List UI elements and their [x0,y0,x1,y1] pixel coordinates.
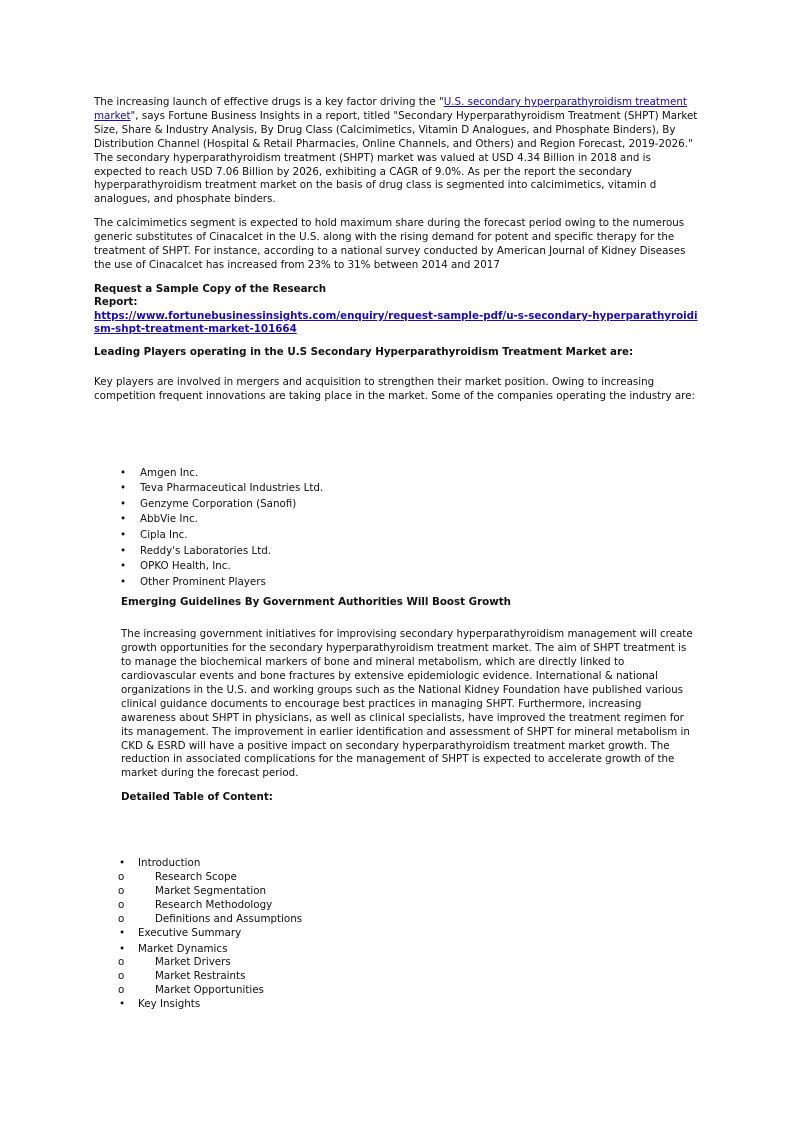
player-list-item [120,512,699,528]
guidelines-body: The increasing government initiatives for improvising secondary hyperparathyroidism management will create growth opportunities for the secondary hyperparathyroidism treatment market. The aim of SHPT treatment is to manage the biochemical markers of bone and mineral metabolism, which are directly linked to cardiovascular events and bone fractures by extensive epidemiologic evidence. International & national organizations in the U.S. and working groups such as the National Kidney Foundation have published various clinical guidance documents to encourage best practices in managing SHPT. Furthermore, increasing awareness about SHPT in physicians, as well as clinical specialists, have improved the treatment regimen for its management. The improvement in earlier identification and assessment of SHPT for mineral metabolism in CKD & ESRD will have a positive impact on secondary hyperparathyroidism treatment market growth. The reduction in associated complications for the management of SHPT is expected to accelerate growth of the market during the forecast period. [121,628,693,780]
intro-paragraph [94,96,699,207]
toc-sub-mark: o [118,871,125,884]
player-list-item [120,528,699,544]
table-of-contents [94,857,699,1012]
toc-bullet-mark: • [119,857,126,870]
request-sample-title-line2: Report: [94,296,138,309]
player-name: Reddy's Laboratories Ltd. [140,544,272,557]
toc-sub-mark: o [118,898,125,911]
toc-item-key-insights: • Key Insights [119,998,201,1011]
player-name: Cipla Inc. [140,528,188,541]
bullet-mark: • [120,482,127,495]
player-list-item [120,466,699,482]
intro-rest: ", says Fortune Business Insights in a report, titled "Secondary Hyperparathyroidism Treatment (SHPT) Market Size, Share & Industry Analysis, By Drug Class (Calcimimetics, Vitamin D Analogues, and Phosphate Binders), By Distribution Channel (Hospital & Retail Pharmacies, Online Channels, and Others) and Region Forecast, 2019-2026." The secondary hyperparathyroidism treatment (SHPT) market was valued at USD 4.34 Billion in 2018 and is expected to reach USD 7.06 Billion by 2026, exhibiting a CAGR of 9.0%. As per the report the secondary hyperparathyroidism treatment market on the basis of drug class is segmented into calcimimetics, vitamin d analogues, and phosphate binders. [94,109,698,206]
player-list-item [120,481,699,497]
toc-sub-mark: o [118,912,125,925]
toc-sub-mark: o [118,884,125,897]
toc-item-market-segmentation: o Market Segmentation [118,884,267,897]
bullet-mark: • [120,513,127,526]
toc-item-research-methodology: o Research Methodology [118,898,273,911]
player-name: Teva Pharmaceutical Industries Ltd. [140,482,324,495]
toc-item-definitions-assumptions: o Definitions and Assumptions [118,912,303,925]
players-heading: Leading Players operating in the U.S Secondary Hyperparathyroidism Treatment Market are: [94,345,634,358]
bullet-mark: • [120,528,127,541]
bullet-mark: • [120,544,127,557]
toc-item-executive-summary: • Executive Summary [119,926,242,939]
toc-heading: Detailed Table of Content: [121,791,273,804]
toc-bullet-mark: • [119,998,126,1011]
request-sample-title-line1: Request a Sample Copy of the Research [94,282,327,295]
request-sample-block [94,283,699,336]
player-name: Other Prominent Players [140,575,266,588]
players-list [94,466,699,591]
toc-item-market-dynamics: • Market Dynamics [119,942,228,955]
player-name: AbbVie Inc. [140,513,198,526]
bullet-mark: • [120,560,127,573]
toc-sub-mark: o [118,956,125,969]
player-name: Genzyme Corporation (Sanofi) [140,497,297,510]
toc-item-introduction: • Introduction [119,857,201,870]
player-name: OPKO Health, Inc. [140,560,231,573]
intro-lead: The increasing launch of effective drugs is a key factor driving the " [94,96,444,108]
guidelines-heading: Emerging Guidelines By Government Authorities Will Boost Growth [121,596,512,609]
toc-bullet-mark: • [119,926,126,939]
toc-item-research-scope: o Research Scope [118,871,237,884]
toc-sub-mark: o [118,984,125,997]
players-intro: Key players are involved in mergers and acquisition to strengthen their market position. Owing to increasing competition frequent innovations are taking place in the market. Some of the companies operating the industry are: [94,375,695,402]
request-sample-link[interactable]: https://www.fortunebusinessinsights.com/enquiry/request-sample-pdf/u-s-secondary-hyperparathyroidism-shpt-treatment-market-101664 [94,309,698,335]
player-name: Amgen Inc. [140,466,199,479]
toc-item-market-drivers: o Market Drivers [118,956,231,969]
player-list-item [120,559,699,575]
document-page [94,96,699,1012]
bullet-mark: • [120,575,127,588]
player-list-item [120,544,699,560]
bullet-mark: • [120,497,127,510]
toc-item-market-restraints: o Market Restraints [118,970,246,983]
market-report-link[interactable]: U.S. secondary hyperparathyroidism treatment market [94,96,687,122]
toc-item-market-opportunities: o Market Opportunities [118,984,264,997]
player-list-item [120,497,699,513]
toc-sub-mark: o [118,970,125,983]
player-list-item [120,575,699,591]
bullet-mark: • [120,466,127,479]
calcimimetics-paragraph: The calcimimetics segment is expected to hold maximum share during the forecast period owing to the numerous generic substitutes of Cinacalcet in the U.S. along with the rising demand for potent and specific therapy for the treatment of SHPT. For instance, according to a national survey conducted by American Journal of Kidney Diseases the use of Cinacalcet has increased from 23% to 31% between 2014 and 2017 [94,217,686,271]
toc-bullet-mark: • [119,942,126,955]
